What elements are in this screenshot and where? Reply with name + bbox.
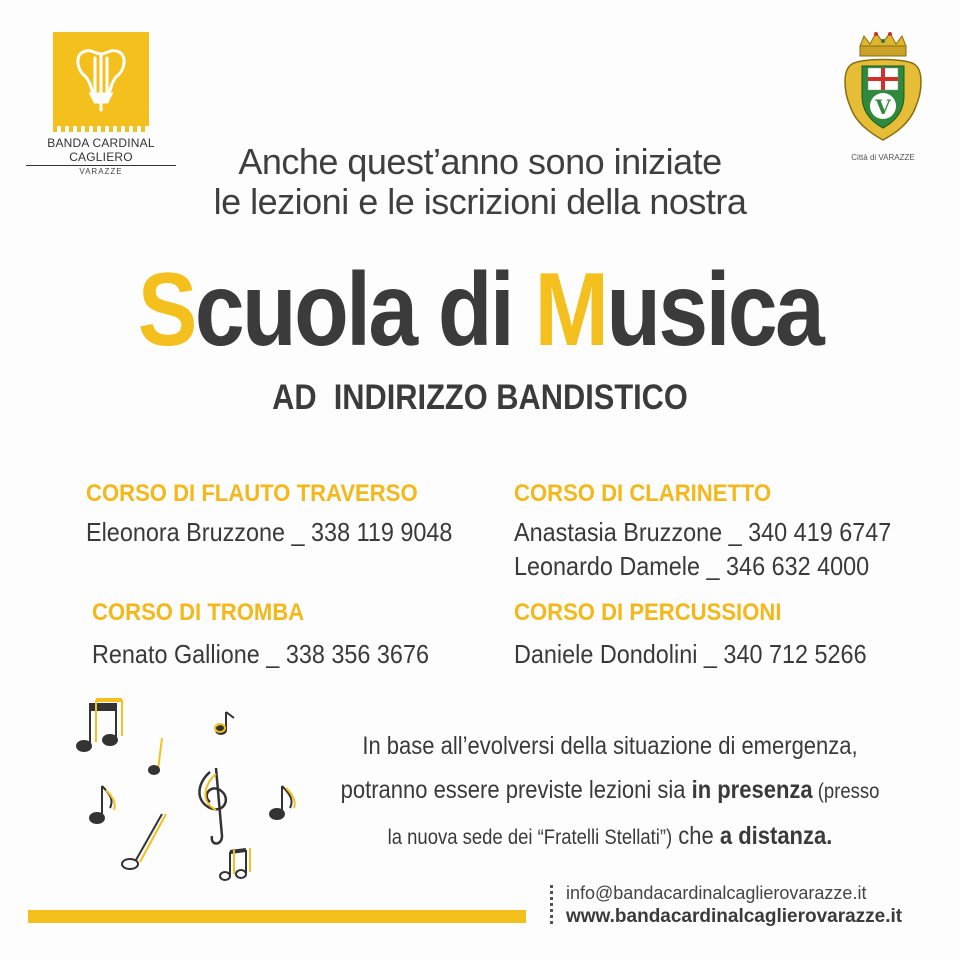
- notice-line-3-b: che: [672, 822, 720, 850]
- contact-percussion-1: Daniele Dondolini _ 340 712 5266: [514, 639, 867, 669]
- course-title-clarinet: CORSO DI CLARINETTO: [514, 480, 772, 507]
- city-crest: [838, 30, 928, 162]
- course-title-trumpet: CORSO DI TROMBA: [92, 599, 305, 626]
- title-part-1: cuola di: [194, 252, 535, 368]
- intro-line-1: Anche quest’anno sono iniziate: [238, 141, 722, 182]
- crest-caption: Città di VARAZZE: [851, 153, 915, 162]
- notice-a-distanza: a distanza.: [719, 822, 833, 850]
- notice-text: [337, 724, 883, 860]
- title-part-2: usica: [606, 252, 823, 368]
- course-title-flute: CORSO DI FLAUTO TRAVERSO: [86, 480, 418, 507]
- contact-clarinet-2: Leonardo Damele _ 346 632 4000: [514, 551, 870, 581]
- contact-flute-1: Eleonora Bruzzone _ 338 119 9048: [86, 517, 453, 547]
- footer-accent-bar: [28, 910, 526, 923]
- band-name: BANDA CARDINAL CAGLIERO: [26, 136, 176, 166]
- notice-line-1: In base all’evolversi della situazione di emergenza,: [362, 732, 858, 760]
- music-notes-decoration: [70, 690, 330, 890]
- title-initial-m: M: [534, 252, 607, 368]
- page-subtitle: AD INDIRIZZO BANDISTICO: [272, 378, 688, 417]
- contact-clarinet-1: Anastasia Bruzzone _ 340 419 6747: [514, 517, 892, 547]
- crest-letter: V: [875, 95, 891, 119]
- contact-trumpet-1: Renato Gallione _ 338 356 3676: [92, 639, 429, 669]
- notice-in-presenza: in presenza: [691, 776, 813, 804]
- notice-line-2: [337, 768, 883, 814]
- lyre-icon: [73, 44, 129, 114]
- footer-separator: [550, 885, 553, 927]
- notice-line-2-c: (presso: [812, 780, 880, 803]
- city-crest-icon: [838, 30, 928, 148]
- title-initial-s: S: [137, 252, 195, 368]
- footer-website[interactable]: www.bandacardinalcaglierovarazze.it: [566, 906, 903, 927]
- footer-email[interactable]: info@bandacardinalcaglierovarazze.it: [566, 883, 867, 903]
- intro-line-2: le lezioni e le iscrizioni della nostra: [213, 181, 747, 222]
- lyre-logo-square: [53, 32, 149, 126]
- course-title-percussion: CORSO DI PERCUSSIONI: [514, 599, 782, 626]
- notice-line-3: [337, 814, 883, 860]
- notice-line-2-a: potranno essere previste lezioni sia: [340, 776, 692, 804]
- page-title: [119, 250, 841, 370]
- intro-text: [130, 142, 830, 222]
- band-city: VARAZZE: [79, 167, 123, 176]
- notice-line-3-a: la nuova sede dei “Fratelli Stellati”): [387, 826, 673, 849]
